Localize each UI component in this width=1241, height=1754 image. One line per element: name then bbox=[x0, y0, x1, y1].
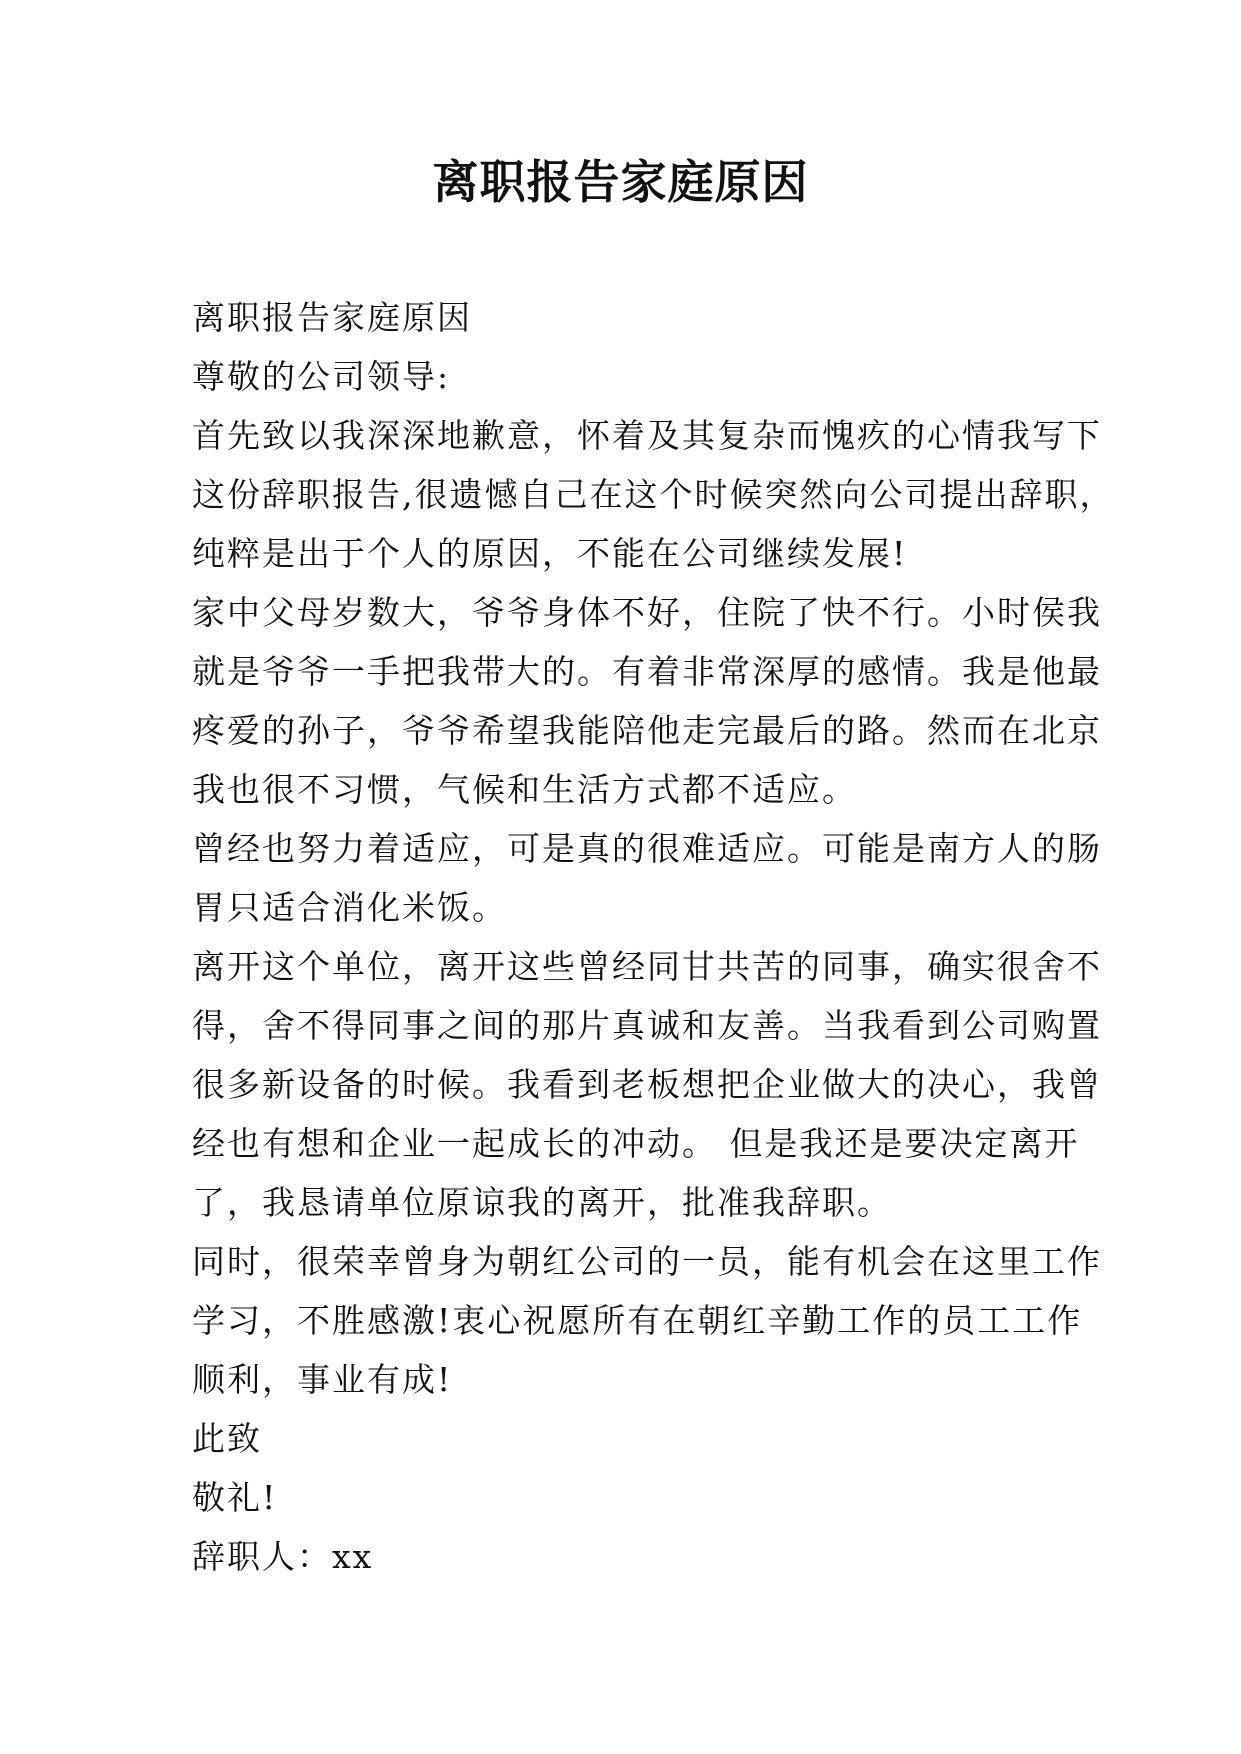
body-line: 我也很不习惯，气候和生活方式都不适应。 bbox=[192, 770, 857, 809]
signature-line: 辞职人：xx bbox=[192, 1537, 374, 1576]
body-line: 得，舍不得同事之间的那片真诚和友善。当我看到公司购置 bbox=[192, 1006, 1102, 1045]
document-body bbox=[192, 288, 1115, 1586]
body-line: 经也有想和企业一起成长的冲动。 但是我还是要决定离开 bbox=[192, 1124, 1080, 1163]
body-line: 同时，很荣幸曾身为朝红公司的一员，能有机会在这里工作 bbox=[192, 1242, 1102, 1281]
body-line: 首先致以我深深地歉意，怀着及其复杂而愧疚的心情我写下 bbox=[192, 416, 1102, 455]
body-line: 就是爷爷一手把我带大的。有着非常深厚的感情。我是他最 bbox=[192, 652, 1102, 691]
body-line: 曾经也努力着适应，可是真的很难适应。可能是南方人的肠 bbox=[192, 829, 1102, 868]
body-line: 这份辞职报告,很遗憾自己在这个时候突然向公司提出辞职， bbox=[192, 475, 1115, 514]
closing-regards: 敬礼! bbox=[192, 1478, 278, 1517]
closing-line: 此致 bbox=[192, 1419, 262, 1458]
body-line-salutation: 尊敬的公司领导: bbox=[192, 357, 451, 396]
body-line: 疼爱的孙子，爷爷希望我能陪他走完最后的路。然而在北京 bbox=[192, 711, 1102, 750]
body-line: 离开这个单位，离开这些曾经同甘共苦的同事，确实很舍不 bbox=[192, 947, 1102, 986]
document-title: 离职报告家庭原因 bbox=[432, 155, 809, 209]
body-line: 学习，不胜感激!衷心祝愿所有在朝红辛勤工作的员工工作 bbox=[192, 1301, 1083, 1340]
body-line: 很多新设备的时候。我看到老板想把企业做大的决心，我曾 bbox=[192, 1065, 1102, 1104]
body-line-heading: 离职报告家庭原因 bbox=[192, 298, 472, 337]
body-line: 胃只适合消化米饭。 bbox=[192, 888, 507, 927]
body-line: 了，我恳请单位原谅我的离开，批准我辞职。 bbox=[192, 1183, 892, 1222]
body-line: 家中父母岁数大，爷爷身体不好，住院了快不行。小时侯我 bbox=[192, 593, 1102, 632]
body-line: 纯粹是出于个人的原因，不能在公司继续发展! bbox=[192, 534, 908, 573]
body-line: 顺利，事业有成! bbox=[192, 1360, 453, 1399]
